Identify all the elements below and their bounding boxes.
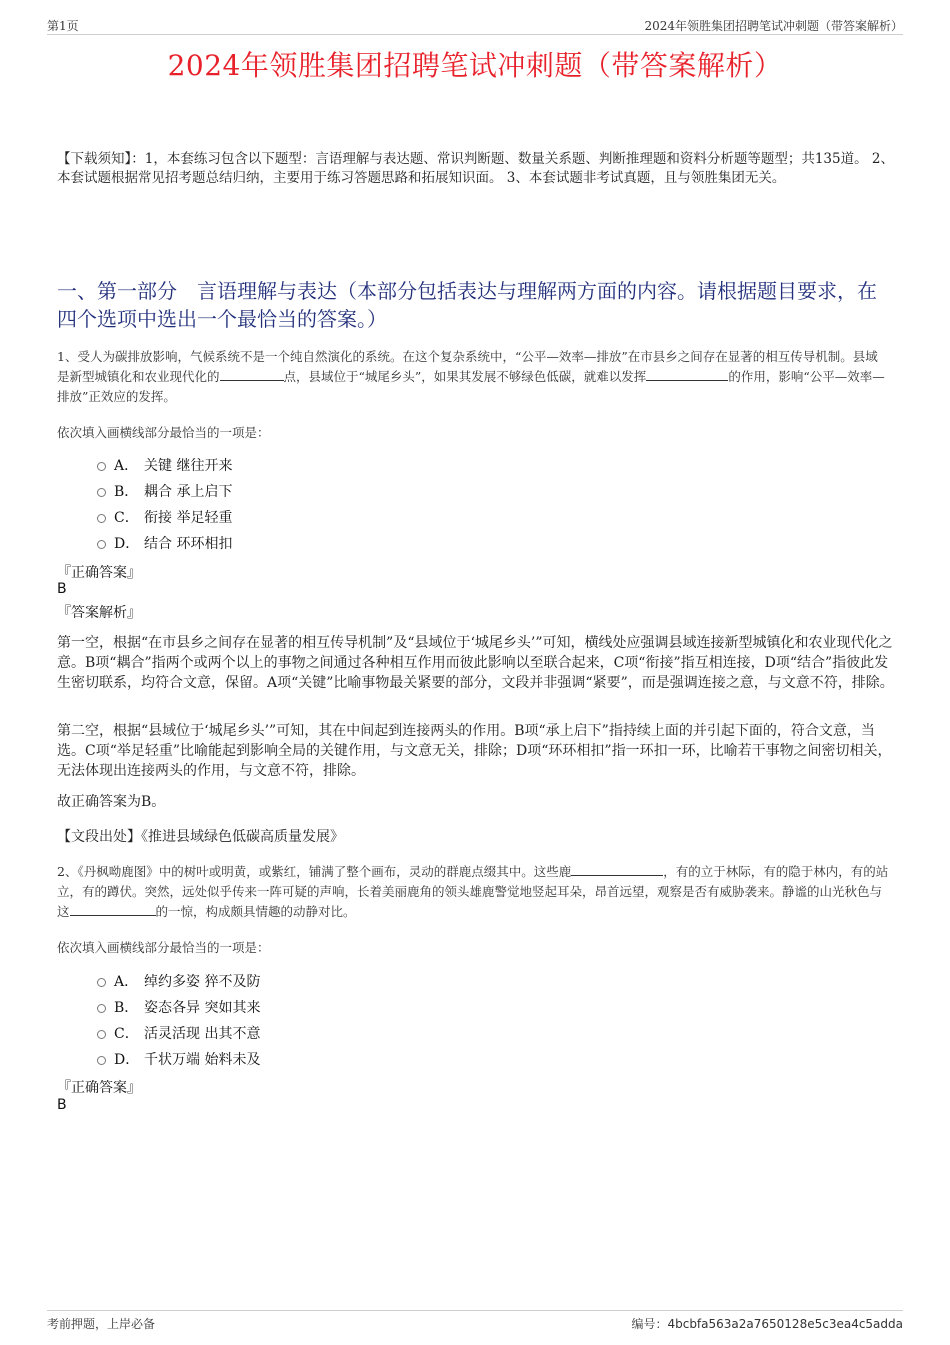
- document-title: 2024年领胜集团招聘笔试冲刺题（带答案解析）: [167, 49, 783, 82]
- question-2-instruction: 依次填入画横线部分最恰当的一项是：: [57, 940, 270, 955]
- question-2-options: [97, 968, 260, 1072]
- question-1-analysis-label: 『答案解析』: [57, 605, 141, 621]
- question-2-option-b[interactable]: B． 姿态各异 突如其来: [97, 994, 260, 1020]
- page-number: 第1页: [47, 19, 79, 33]
- radio-icon[interactable]: [97, 514, 106, 523]
- header-doc-title: 2024年领胜集团招聘笔试冲刺题（带答案解析）: [644, 19, 903, 33]
- section-title: 一、第一部分 言语理解与表达（本部分包括表达与理解两方面的内容。请根据题目要求，在四个选项中选出一个最恰当的答案。）: [57, 279, 877, 331]
- radio-icon[interactable]: [97, 462, 106, 471]
- page-header: [47, 14, 903, 35]
- question-1-option-c[interactable]: C． 衔接 举足轻重: [97, 504, 232, 530]
- question-1-option-d[interactable]: D． 结合 环环相扣: [97, 530, 232, 556]
- question-2-option-d[interactable]: D． 千状万端 始料未及: [97, 1046, 260, 1072]
- question-1-options: [97, 452, 232, 556]
- question-1-analysis-p2: 第二空，根据“县域位于‘城尾乡头’”可知，其在中间起到连接两头的作用。B项“承上启下”指持续上面的并引起下面的，符合文意，当选。C项“举足轻重”比喻能起到影响全局的关键作用，与文意无关，排除；D项“环环相扣”指一环扣一环，比喻若干事物之间密切相关，无法体现出连接两头的作用，与文意不符，排除。: [57, 723, 892, 779]
- page-footer: [47, 1310, 903, 1331]
- question-2-answer: B: [57, 1097, 67, 1113]
- question-2-option-c[interactable]: C． 活灵活现 出其不意: [97, 1020, 260, 1046]
- question-1-analysis-p1: 第一空，根据“在市县乡之间存在显著的相互传导机制”及“县域位于‘城尾乡头’”可知，横线处应强调县域连接新型城镇化和农业现代化之意。B项“耦合”指两个或两个以上的事物之间通过各种相互作用而彼此影响以至联合起来，C项“衔接”指互相连接，D项“结合”指彼此发生密切联系，均符合文意，保留。A项“关键”比喻事物最关紧要的部分，文段并非强调“紧要”，而是强调连接之意，与文意不符，排除。: [57, 635, 894, 691]
- radio-icon[interactable]: [97, 1030, 106, 1039]
- radio-icon[interactable]: [97, 540, 106, 549]
- question-1-option-a[interactable]: A． 关键 继往开来: [97, 452, 232, 478]
- footer-slogan: 考前押题，上岸必备: [47, 1317, 156, 1331]
- question-1-conclusion: 故正确答案为B。: [57, 794, 166, 810]
- question-1-answer: B: [57, 581, 67, 597]
- question-2-option-a[interactable]: A． 绰约多姿 猝不及防: [97, 968, 260, 994]
- radio-icon[interactable]: [97, 1004, 106, 1013]
- question-1-stem: 1、受人为碳排放影响，气候系统不是一个纯自然演化的系统。在这个复杂系统中，“公平—效率—排放”在市县乡之间存在显著的相互传导机制。县域是新型城镇化和农业现代化的 点，县域位于“城尾乡头”，如果其发展不够绿色低碳，就难以发挥 的作用，影响“公平—效率—排放”正效应的发挥。: [57, 349, 885, 404]
- download-notice: 【下载须知】：1，本套练习包含以下题型：言语理解与表达题、常识判断题、数量关系题、判断推理题和资料分析题等题型；共135道。 2、本套试题根据常见招考题总结归纳，主要用于练习答题思路和拓展知识面。 3、本套试题非考试真题，且与领胜集团无关。: [57, 151, 894, 186]
- footer-code: 编号：4bcbfa563a2a7650128e5c3ea4c5adda: [631, 1317, 903, 1331]
- question-1-source: 【文段出处】《推进县域绿色低碳高质量发展》: [57, 829, 344, 845]
- question-2-answer-label: 『正确答案』: [57, 1080, 141, 1096]
- question-2-stem: 2、《丹枫呦鹿图》中的树叶或明黄，或紫红，铺满了整个画布，灵动的群鹿点缀其中。这些鹿 ，有的立于林际，有的隐于林内，有的站立，有的蹲伏。突然，远处似乎传来一阵可疑的声响，长着美丽鹿角的领头雄鹿警觉地竖起耳朵，昂首远望，观察是否有威胁袭来。静谧的山光秋色与这 的一惊，构成颇具情趣的动静对比。: [57, 864, 889, 919]
- question-1-option-b[interactable]: B． 耦合 承上启下: [97, 478, 232, 504]
- radio-icon[interactable]: [97, 978, 106, 987]
- question-1-instruction: 依次填入画横线部分最恰当的一项是：: [57, 425, 270, 440]
- question-1-answer-label: 『正确答案』: [57, 565, 141, 581]
- radio-icon[interactable]: [97, 1056, 106, 1065]
- radio-icon[interactable]: [97, 488, 106, 497]
